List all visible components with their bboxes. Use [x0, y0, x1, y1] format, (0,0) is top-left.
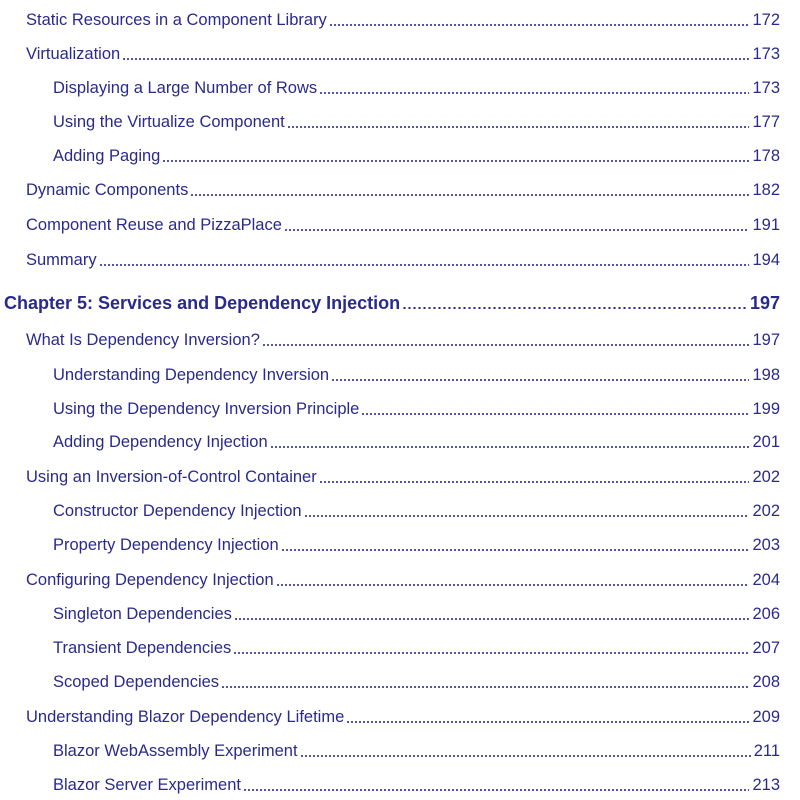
dot-leader	[233, 652, 749, 654]
toc-entry-transient-dependencies[interactable]	[53, 634, 780, 658]
toc-entry-blazor-webassembly-experiment[interactable]	[53, 737, 780, 761]
toc-entry-page-number: 182	[752, 181, 780, 199]
dot-leader	[234, 618, 750, 620]
toc-entry-page-number: 173	[752, 79, 780, 97]
toc-entry-title: Summary	[26, 251, 97, 269]
toc-entry-displaying-large-rows[interactable]	[53, 74, 780, 98]
toc-entry-blazor-dependency-lifetime[interactable]	[26, 703, 780, 727]
chapter-title: Chapter 5: Services and Dependency Injection	[4, 293, 401, 313]
toc-entry-title: Virtualization	[26, 45, 121, 63]
toc-entry-using-virtualize[interactable]	[53, 108, 780, 132]
toc-entry-page-number: 199	[752, 400, 780, 418]
dot-leader	[319, 92, 749, 94]
toc-entry-page-number: 211	[753, 742, 780, 760]
toc-entry-page-number: 204	[752, 571, 780, 589]
toc-entry-title: Component Reuse and PizzaPlace	[26, 216, 282, 234]
toc-entry-component-reuse[interactable]	[26, 211, 780, 235]
dot-leader	[329, 24, 750, 26]
dot-leader	[346, 721, 749, 723]
dot-leader	[162, 160, 749, 162]
dot-leader	[331, 379, 749, 381]
toc-entry-scoped-dependencies[interactable]	[53, 668, 780, 692]
toc-entry-adding-paging[interactable]	[53, 142, 780, 166]
toc-entry-property-di[interactable]	[53, 531, 780, 555]
dot-leader	[270, 446, 750, 448]
toc-entry-page-number: 172	[752, 11, 780, 29]
toc-entry-title: Singleton Dependencies	[53, 605, 232, 623]
dot-leader	[262, 344, 750, 346]
toc-entry-constructor-di[interactable]	[53, 497, 780, 521]
toc-entry-title: Using the Virtualize Component	[53, 113, 285, 131]
toc-entry-page-number: 208	[752, 673, 780, 691]
toc-entry-page-number: 191	[752, 216, 780, 234]
toc-entry-page-number: 201	[752, 433, 780, 451]
toc-entry-configuring-di[interactable]	[26, 566, 780, 590]
toc-entry-page-number: 202	[752, 502, 780, 520]
chapter-page-number: 197	[749, 293, 780, 313]
toc-chapter-5[interactable]	[4, 289, 780, 313]
toc-entry-title: What Is Dependency Inversion?	[26, 331, 260, 349]
dot-leader	[99, 264, 750, 266]
toc-entry-page-number: 207	[752, 639, 780, 657]
dot-leader	[221, 686, 749, 688]
dot-leader	[190, 194, 749, 196]
toc-entry-dynamic-components[interactable]	[26, 176, 780, 200]
dot-leader	[284, 229, 750, 231]
toc-entry-title: Understanding Dependency Inversion	[53, 366, 330, 384]
toc-entry-page-number: 203	[752, 536, 780, 554]
toc-entry-understanding-dependency-inversion[interactable]	[53, 361, 780, 385]
toc-entry-title: Dynamic Components	[26, 181, 189, 199]
toc-entry-summary[interactable]	[26, 246, 780, 270]
toc-entry-ioc-container[interactable]	[26, 463, 780, 487]
dot-leader	[304, 515, 750, 517]
dot-leader	[287, 126, 750, 128]
toc-entry-static-resources[interactable]	[26, 6, 780, 30]
toc-entry-title: Adding Dependency Injection	[53, 433, 268, 451]
toc-entry-page-number: 209	[752, 708, 780, 726]
toc-entry-what-is-dependency-inversion[interactable]	[26, 326, 780, 350]
dot-leader	[402, 307, 747, 309]
toc-entry-page-number: 198	[752, 366, 780, 384]
toc-entry-title: Constructor Dependency Injection	[53, 502, 302, 520]
toc-entry-title: Blazor Server Experiment	[53, 776, 241, 794]
toc-entry-title: Displaying a Large Number of Rows	[53, 79, 318, 97]
toc-entry-page-number: 173	[752, 45, 780, 63]
toc-entry-page-number: 202	[752, 468, 780, 486]
toc-entry-adding-dependency-injection[interactable]	[53, 428, 780, 452]
dot-leader	[281, 549, 750, 551]
toc-entry-title: Blazor WebAssembly Experiment	[53, 742, 298, 760]
dot-leader	[243, 789, 749, 791]
toc-entry-page-number: 178	[752, 147, 780, 165]
dot-leader	[361, 413, 749, 415]
toc-entry-page-number: 194	[752, 251, 780, 269]
toc-entry-blazor-server-experiment[interactable]	[53, 771, 780, 795]
toc-entry-using-dip[interactable]	[53, 395, 780, 419]
toc-entry-title: Property Dependency Injection	[53, 536, 279, 554]
dot-leader	[276, 584, 750, 586]
toc-entry-title: Transient Dependencies	[53, 639, 232, 657]
toc-entry-title: Using an Inversion-of-Control Container	[26, 468, 317, 486]
toc-entry-title: Configuring Dependency Injection	[26, 571, 274, 589]
toc-entry-title: Adding Paging	[53, 147, 161, 165]
toc-entry-title: Understanding Blazor Dependency Lifetime	[26, 708, 345, 726]
toc-entry-page-number: 177	[752, 113, 780, 131]
toc-entry-virtualization[interactable]	[26, 40, 780, 64]
toc-entry-page-number: 213	[752, 776, 780, 794]
toc-entry-title: Scoped Dependencies	[53, 673, 220, 691]
toc-entry-singleton-dependencies[interactable]	[53, 600, 780, 624]
toc-entry-title: Using the Dependency Inversion Principle	[53, 400, 360, 418]
dot-leader	[300, 755, 751, 757]
toc-entry-page-number: 197	[752, 331, 780, 349]
dot-leader	[122, 58, 749, 60]
dot-leader	[319, 481, 750, 483]
toc-entry-title: Static Resources in a Component Library	[26, 11, 327, 29]
toc-entry-page-number: 206	[752, 605, 780, 623]
